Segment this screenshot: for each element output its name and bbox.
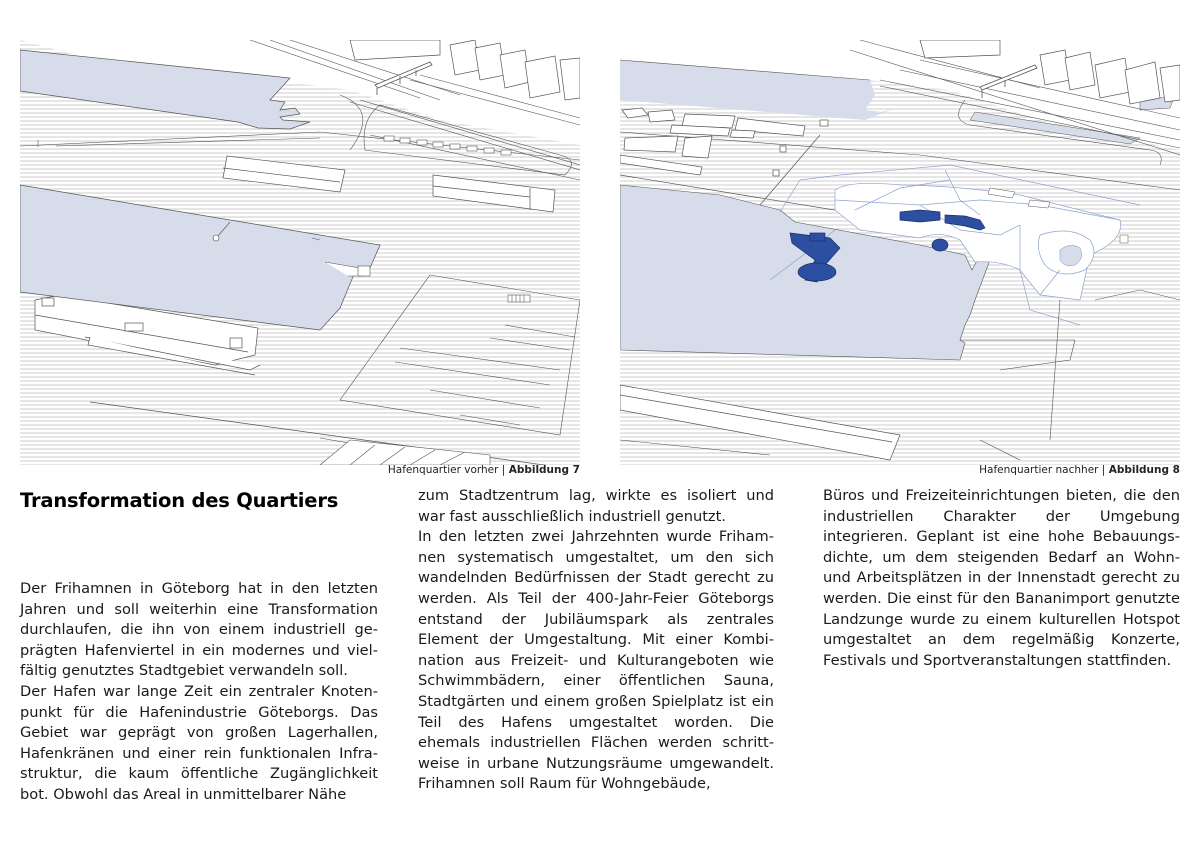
bath-house-1	[900, 210, 940, 222]
paragraph: Der Hafen war lange Zeit ein zentraler Knotenpunkt für die Hafenindustrie Göteborgs. Das Gebiet war geprägt von großen Lagerhallen, Hafenkränen und einer rein funktionalen Infrastruktur, die kaum öffentliche Zugänglichkeit bot. Obwohl das Areal in unmittelbarer Nähe	[20, 682, 378, 803]
caption-label: Abbildung 7	[508, 464, 580, 476]
figure-hafenquartier-vorher	[20, 40, 580, 465]
article-title: Transformation des Quartiers	[20, 489, 339, 512]
text-column-3	[823, 486, 1180, 671]
text-column-1	[20, 579, 378, 806]
swimming-pool	[798, 263, 836, 281]
paragraph: zum Stadtzentrum lag, wirkte es isoliert und war fast ausschließlich industriell genutzt.	[418, 487, 774, 525]
figure-caption-8	[979, 464, 1180, 476]
caption-separator: |	[498, 464, 509, 476]
caption-text: Hafenquartier nachher	[979, 464, 1099, 476]
figure-caption-7	[388, 464, 580, 476]
caption-separator: |	[1098, 464, 1109, 476]
figure-hafenquartier-nachher	[620, 40, 1180, 465]
car-rows	[508, 295, 530, 302]
caption-label: Abbildung 8	[1108, 464, 1180, 476]
round-pavilion	[932, 239, 948, 251]
paragraph: In den letzten zwei Jahrzehnten wurde Frihamnen systematisch umgestaltet, um den sich wandelnden Bedürfnissen der Stadt gerecht zu werden. Als Teil der 400-Jahr-Feier Göteborgs entstand der Jubiläumspark als zentrales Element der Umgestaltung. Mit einer Kombination aus Freizeit- und Kulturangeboten wie Schwimmbädern, einer öffentlichen Sauna, Stadtgärten und einem großen Spielplatz ist ein Teil des Hafens umgestaltet worden. Die ehemals industriellen Flächen werden schrittweise in urbane Nutzungsräume umgewandelt. Frihamnen soll Raum für Wohngebäude,	[418, 528, 774, 793]
sauna-building	[810, 233, 825, 241]
paragraph: Der Frihamnen in Göteborg hat in den letzten Jahren und soll weiterhin eine Transformation durchlaufen, die ihn von einem industriell geprägten Hafenviertel in ein modernes und vielfältig genutztes Stadtgebiet verwandeln soll.	[20, 580, 378, 680]
paragraph: Büros und Freizeiteinrichtungen bieten, die den industriellen Charakter der Umgebung integrieren. Geplant ist eine hohe Bebauungsdichte, um dem steigenden Bedarf an Wohn- und Arbeitsplätzen in der Innenstadt gerecht zu werden. Die einst für den Bananimport genutzte Landzunge wurde zu einem kulturellen Hotspot umgestaltet an dem regelmäßig Konzerte, Festivals und Sportveranstaltungen stattfinden.	[823, 487, 1180, 669]
map-before	[20, 40, 580, 465]
text-column-2	[418, 486, 774, 795]
map-after	[620, 40, 1180, 465]
caption-text: Hafenquartier vorher	[387, 464, 499, 476]
